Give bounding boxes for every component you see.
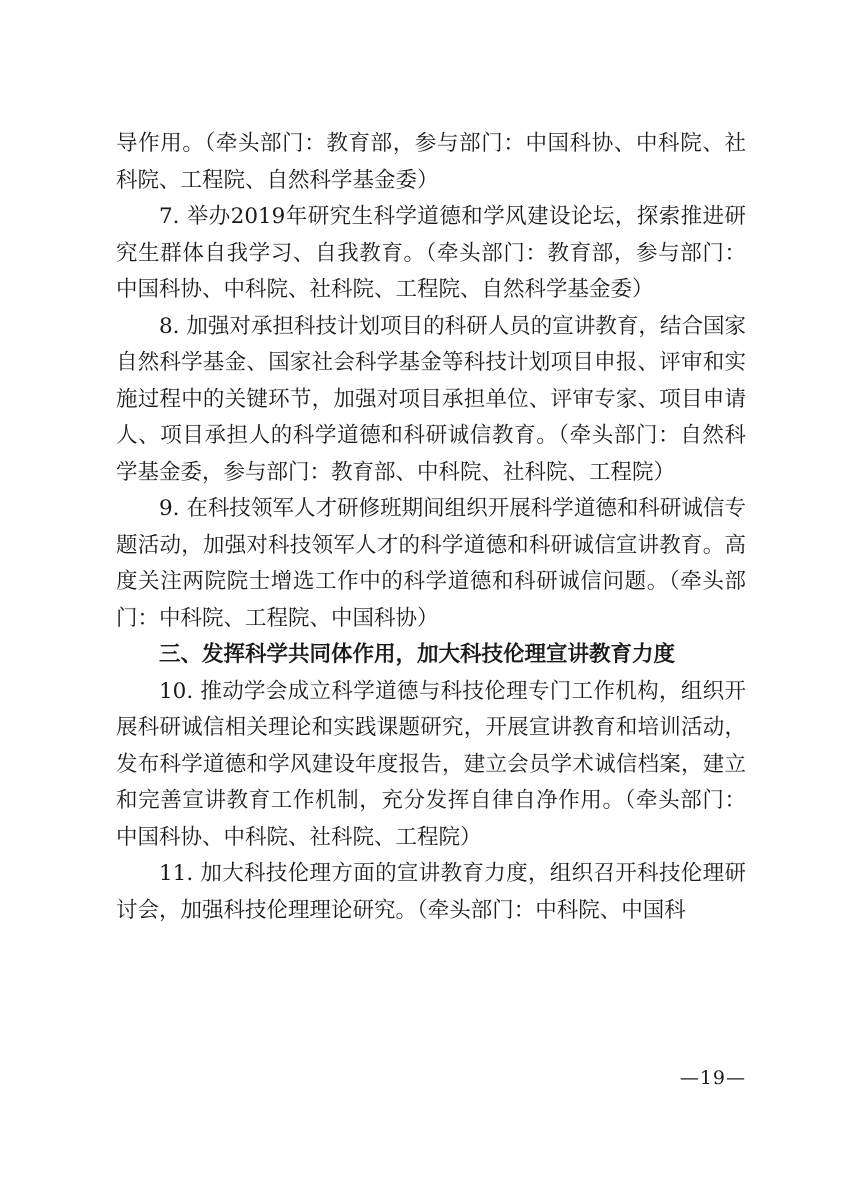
paragraph-item-10: 10. 推动学会成立科学道德与科技伦理专门工作机构，组织开展科研诚信相关理论和实践课题研究，开展宣讲教育和培训活动，发布科学道德和学风建设年度报告，建立会员学术诚信档案，建立和完善宣讲教育工作机制，充分发挥自律自净作用。（牵头部门：中国科协、中科院、社科院、工程院） (116, 678, 746, 850)
paragraph-item-8: 8. 加强对承担科技计划项目的科研人员的宣讲教育，结合国家自然科学基金、国家社会科学基金等科技计划项目申报、评审和实施过程中的关键环节，加强对项目承担单位、评审专家、项目申请人、项目承担人的科学道德和科研诚信教育。（牵头部门：自然科学基金委，参与部门：教育部、中科院、社科院、工程院） (116, 313, 746, 485)
paragraph-continued: 导作用。（牵头部门：教育部，参与部门：中国科协、中科院、社科院、工程院、自然科学基金委） (116, 131, 746, 193)
document-body (116, 126, 746, 929)
paragraph-item-11: 11. 加大科技伦理方面的宣讲教育力度，组织召开科技伦理研讨会，加强科技伦理理论研究。（牵头部门：中科院、中国科 (116, 861, 746, 923)
paragraph-item-9: 9. 在科技领军人才研修班期间组织开展科学道德和科研诚信专题活动，加强对科技领军人才的科学道德和科研诚信宣讲教育。高度关注两院院士增选工作中的科学道德和科研诚信问题。（牵头部门：中科院、工程院、中国科协） (116, 496, 746, 631)
section-heading: 三、发挥科学共同体作用，加大科技伦理宣讲教育力度 (159, 642, 676, 667)
paragraph-item-7: 7. 举办2019年研究生科学道德和学风建设论坛，探索推进研究生群体自我学习、自我教育。（牵头部门：教育部，参与部门：中国科协、中科院、社科院、工程院、自然科学基金委） (116, 204, 746, 302)
page-number: —19— (679, 1067, 746, 1089)
